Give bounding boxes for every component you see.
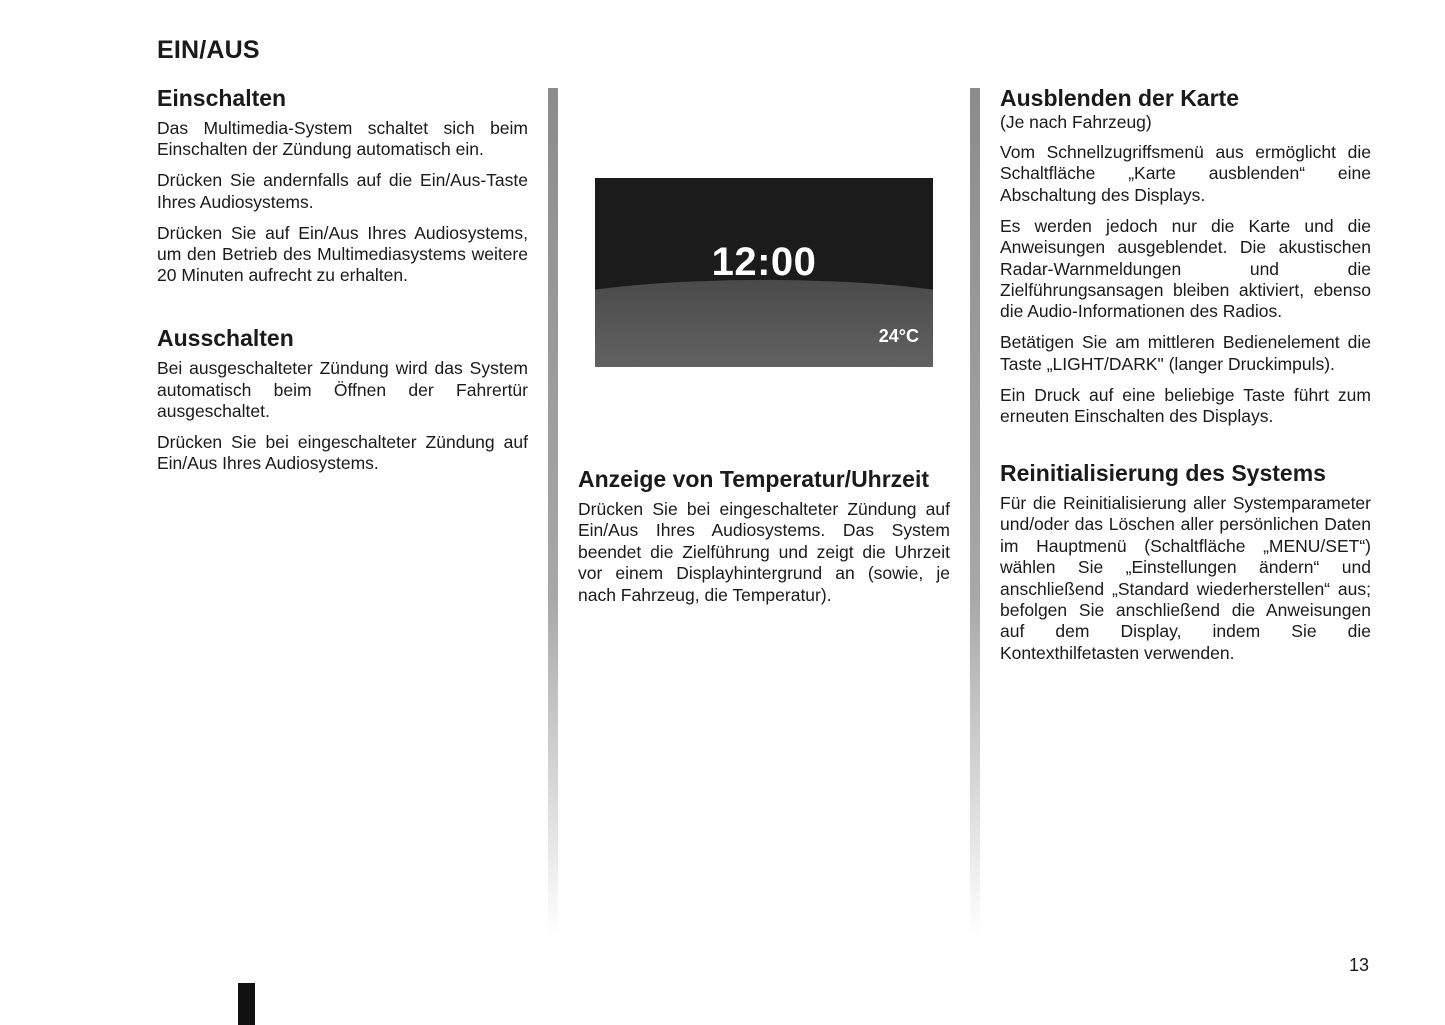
- paragraph: Drücken Sie bei eingeschalteter Zündung auf Ein/Aus Ihres Audiosystems. Das System beendet die Zielführung und zeigt die Uhrzeit vor einem Displayhintergrund an (sowie, je nach Fahrzeug, die Temperatur).: [578, 499, 950, 605]
- paragraph: Drücken Sie auf Ein/Aus Ihres Audiosystems, um den Betrieb des Multimediasystems weitere 20 Minuten aufrecht zu erhalten.: [157, 222, 528, 286]
- page-number: 13: [1349, 955, 1370, 975]
- section-heading-reinitialisierung: Reinitialisierung des Systems: [1000, 459, 1326, 486]
- paragraph: Für die Reinitialisierung aller Systemparameter und/oder das Löschen aller persönlichen Daten im Hauptmenü (Schaltfläche „MENU/SET“) wählen Sie „Einstellungen ändern“ und anschließend „Standard wiederherstellen“ aus; befolgen Sie anschließend die Anweisungen auf dem Display, indem Sie die Kontexthilfetasten verwenden.: [1000, 492, 1371, 663]
- section-note: (Je nach Fahrzeug): [1000, 112, 1152, 132]
- paragraph: Drücken Sie bei eingeschalteter Zündung auf Ein/Aus Ihres Audiosystems.: [157, 432, 528, 474]
- section-heading-ausschalten: Ausschalten: [157, 325, 294, 352]
- section-heading-anzeige: Anzeige von Temperatur/Uhrzeit: [578, 466, 930, 492]
- display-background: [595, 280, 933, 367]
- paragraph: Betätigen Sie am mittleren Bedienelement die Taste „LIGHT/DARK" (langer Druckimpuls).: [1000, 332, 1371, 374]
- right-column: [1000, 84, 1371, 674]
- paragraph: Bei ausgeschalteter Zündung wird das System automatisch beim Öffnen der Fahrertür ausgeschaltet.: [157, 358, 528, 422]
- page-title: EIN/AUS: [157, 36, 260, 64]
- edge-marker: [238, 983, 255, 1025]
- display-clock: 12:00: [711, 240, 817, 284]
- section-heading-ausblenden: Ausblenden der Karte: [1000, 85, 1239, 111]
- column-divider: [970, 88, 980, 938]
- left-column: [157, 84, 528, 484]
- paragraph: Drücken Sie andernfalls auf die Ein/Aus-Taste Ihres Audiosystems.: [157, 170, 528, 212]
- paragraph: Es werden jedoch nur die Karte und die Anweisungen ausgeblendet. Die akustischen Radar-Warnmeldungen und die Zielführungsansagen bleiben aktiviert, ebenso die Audio-Informationen des Radios.: [1000, 215, 1371, 322]
- middle-column: [578, 465, 950, 616]
- display-illustration: [595, 178, 933, 367]
- section-heading-einschalten: Einschalten: [157, 85, 287, 111]
- column-divider: [548, 88, 558, 938]
- paragraph: Ein Druck auf eine beliebige Taste führt zum erneuten Einschalten des Displays.: [1000, 384, 1371, 426]
- paragraph: Das Multimedia-System schaltet sich beim Einschalten der Zündung automatisch ein.: [157, 118, 528, 160]
- paragraph: Vom Schnellzugriffsmenü aus ermöglicht die Schaltfläche „Karte ausblenden“ eine Abschaltung des Displays.: [1000, 142, 1371, 205]
- display-temperature: 24°C: [878, 326, 919, 346]
